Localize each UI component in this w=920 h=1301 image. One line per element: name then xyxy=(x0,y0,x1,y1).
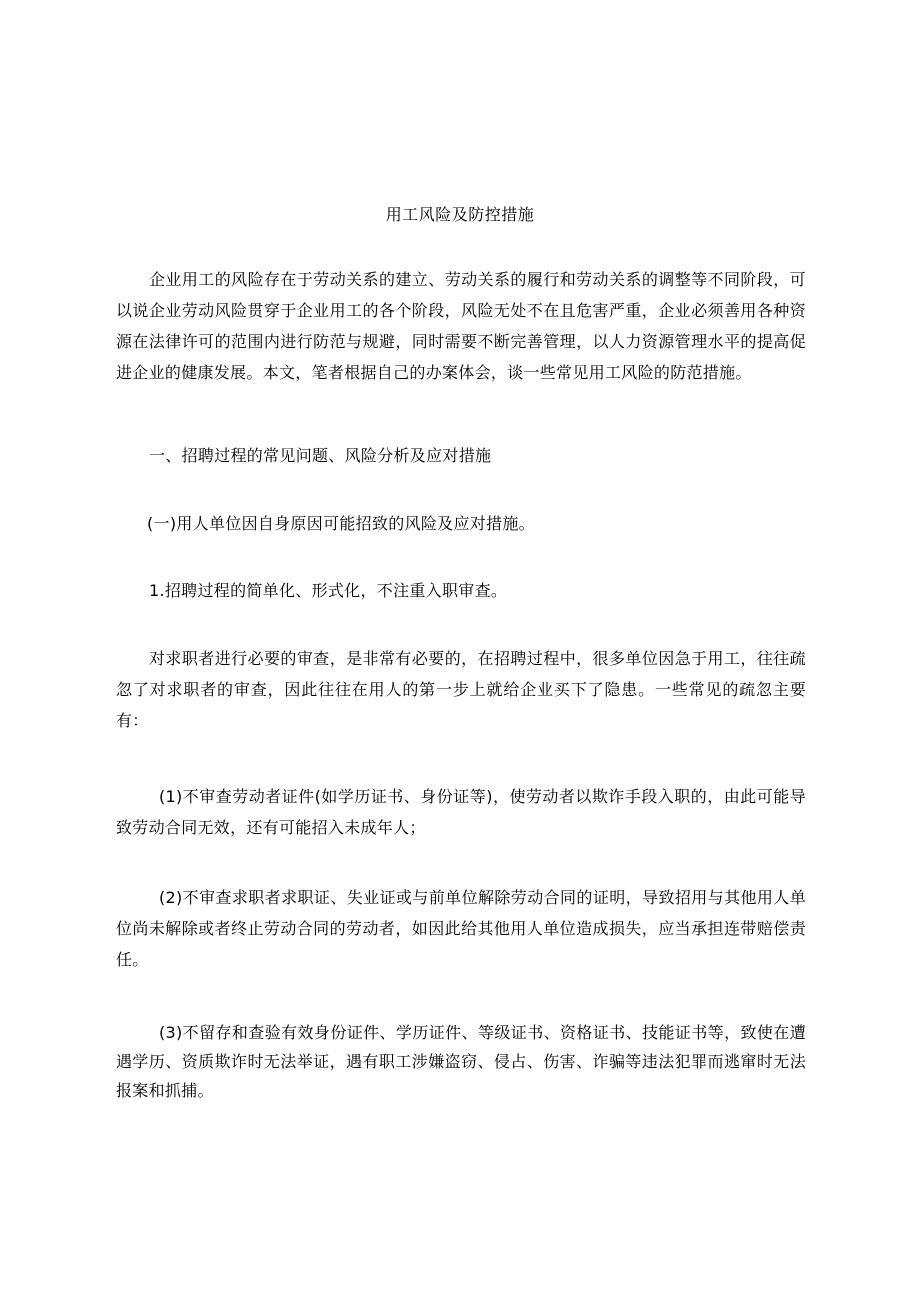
list-item-2: (2)不审查求职者求职证、失业证或与前单位解除劳动合同的证明，导致招用与其他用人单位尚未解除或者终止劳动合同的劳动者，如因此给其他用人单位造成损失，应当承担连带赔偿责任。 xyxy=(116,888,806,969)
section-heading-1: 一、招聘过程的常见问题、风险分析及应对措施 xyxy=(149,446,492,465)
list-item-3: (3)不留存和查验有效身份证件、学历证件、等级证书、资格证书、技能证书等，致使在遭遇学历、资质欺诈时无法举证，遇有职工涉嫌盗窃、侵占、伤害、诈骗等违法犯罪而逃窜时无法报案和抓捕。 xyxy=(116,1023,806,1100)
item-heading-1: 1.招聘过程的简单化、形式化，不注重入职审查。 xyxy=(149,581,508,600)
list-item-1: (1)不审查劳动者证件(如学历证书、身份证等)，使劳动者以欺诈手段入职的，由此可能导致劳动合同无效，还有可能招入未成年人； xyxy=(116,787,806,837)
subsection-heading-1: (一)用人单位因自身原因可能招致的风险及应对措施。 xyxy=(147,514,535,533)
review-paragraph: 对求职者进行必要的审查，是非常有必要的，在招聘过程中，很多单位因急于用工，往往疏忽了对求职者的审查，因此往往在用人的第一步上就给企业买下了隐患。一些常见的疏忽主要有： xyxy=(116,649,806,730)
document-title: 用工风险及防控措施 xyxy=(385,205,535,224)
intro-paragraph: 企业用工的风险存在于劳动关系的建立、劳动关系的履行和劳动关系的调整等不同阶段，可以说企业劳动风险贯穿于企业用工的各个阶段，风险无处不在且危害严重，企业必须善用各种资源在法律许可的范围内进行防范与规避，同时需要不断完善管理，以人力资源管理水平的提高促进企业的健康发展。本文，笔者根据自己的办案体会，谈一些常见用工风险的防范措施。 xyxy=(116,270,806,382)
